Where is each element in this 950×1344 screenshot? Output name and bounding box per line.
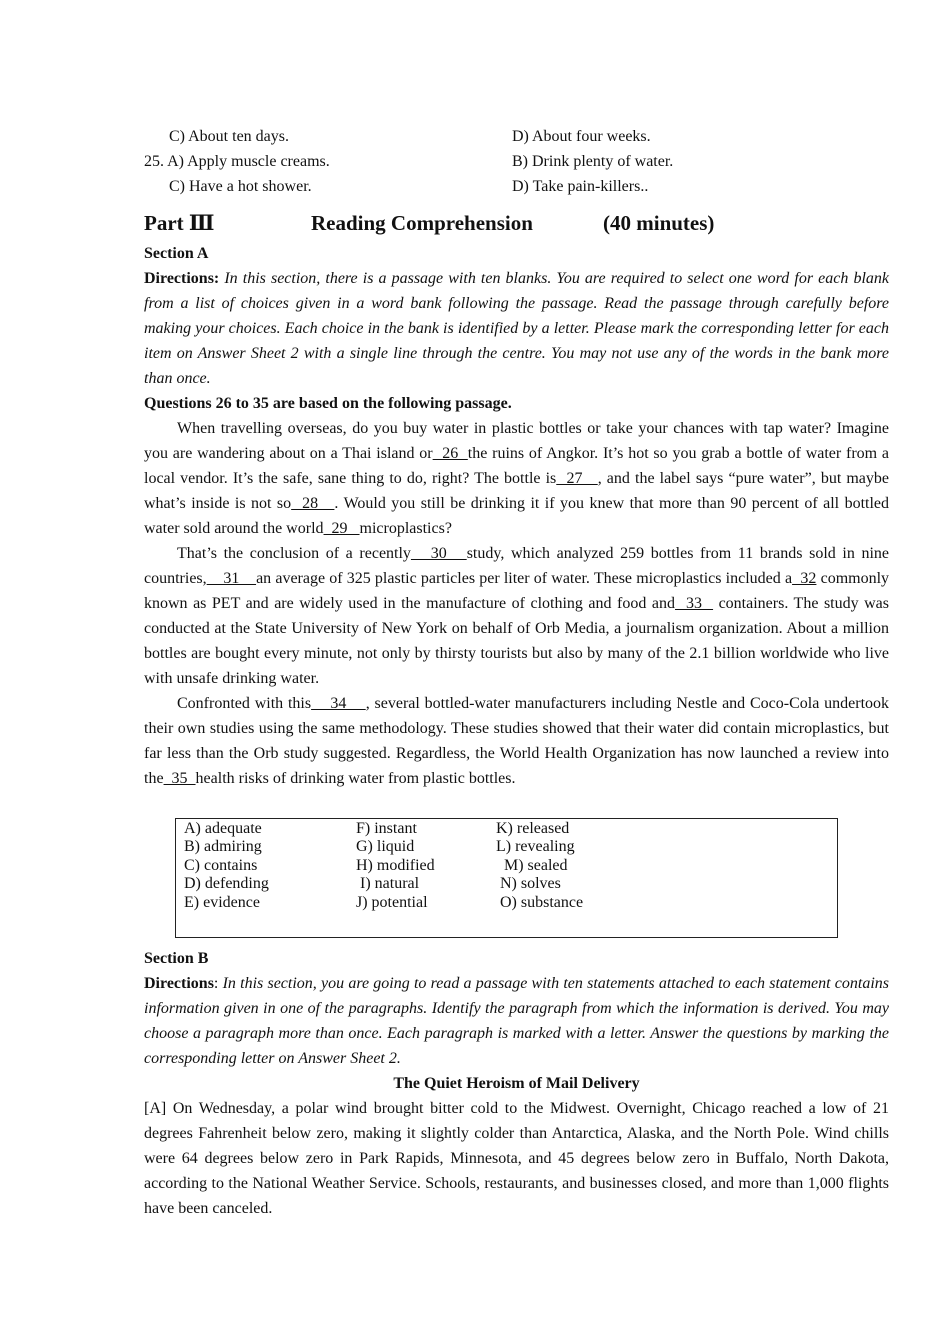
passage-text: microplastics? bbox=[359, 520, 452, 537]
exam-page bbox=[144, 124, 889, 791]
part-time: (40 minutes) bbox=[603, 211, 715, 235]
blank-27: 27 bbox=[556, 470, 598, 487]
q25-option-b: B) Drink plenty of water. bbox=[512, 153, 674, 170]
q24-option-d: D) About four weeks. bbox=[512, 128, 651, 145]
passage-paragraph-3 bbox=[144, 691, 889, 791]
passage-text: When travelling overseas, do you buy water in plastic bottles or take your chances with tap water? Imagine you are wandering about on a Thai island or bbox=[144, 420, 889, 462]
word-bank-item: D) defending bbox=[184, 875, 269, 893]
passage-paragraph-1 bbox=[144, 416, 889, 541]
q25-option-c: C) Have a hot shower. bbox=[169, 178, 312, 195]
directions-text: In this section, there is a passage with ten blanks. You are required to select one word for each blank from a list of choices given in a word bank following the passage. Read the passage through carefully before making your choices. Each choice in the bank is identified by a letter. Please mark the corresponding letter for each item on Answer Sheet 2 with a single line through the centre. You may not use any of the words in the bank more than once. bbox=[144, 270, 889, 387]
blank-34: 34 bbox=[311, 695, 366, 712]
part-heading bbox=[144, 205, 889, 241]
passage-title: The Quiet Heroism of Mail Delivery bbox=[393, 1075, 640, 1092]
passage-text: the ruins of Angkor. It’s hot so you grab a bottle of water from a local vendor. It’s the safe, sane thing to do, right? The bottle is bbox=[144, 445, 890, 487]
q24-options-row bbox=[144, 124, 889, 149]
passage-paragraph-2 bbox=[144, 541, 889, 691]
directions-label: Directions bbox=[144, 975, 214, 992]
q25-option-a: 25. A) Apply muscle creams. bbox=[144, 153, 330, 170]
blank-35: 35 bbox=[163, 770, 196, 787]
section-b-directions: Directions: In this section, you are going to read a passage with ten statements attached to each statement contains information given in one of the paragraphs. Identify the paragraph from which the information is derived. You may choose a paragraph more than once. Each paragraph is marked with a letter. Answer the questions by marking the corresponding letter on Answer Sheet 2. bbox=[144, 975, 890, 1067]
word-bank bbox=[175, 818, 838, 938]
blank-32: 32 bbox=[792, 570, 817, 587]
blank-30: 30 bbox=[410, 545, 467, 562]
blank-33: 33 bbox=[675, 595, 714, 612]
word-bank-column-3 bbox=[496, 820, 583, 912]
passage-text: containers. The study was conducted at the State University of New York on behalf of Orb Media, a journalism organization. About a million bottles are bought every minute, not only by thirsty tourists but also by many of the 2.1 billion worldwide who live with unsafe drinking water. bbox=[144, 595, 890, 687]
passage-text: study, which analyzed 259 bottles from 11 brands sold in nine countries, bbox=[144, 545, 890, 587]
q25-options-row-1 bbox=[144, 149, 889, 174]
word-bank-column-2 bbox=[356, 820, 435, 912]
word-bank-item: A) adequate bbox=[184, 820, 262, 837]
word-bank-item: J) potential bbox=[356, 893, 428, 911]
word-bank-item: H) modified bbox=[356, 856, 435, 874]
word-bank-item: I) natural bbox=[356, 875, 420, 893]
word-bank-column-1 bbox=[184, 820, 269, 912]
word-bank-item: G) liquid bbox=[356, 838, 415, 856]
passage-text: health risks of drinking water from plastic bottles. bbox=[195, 770, 516, 787]
blank-29: 29 bbox=[323, 520, 360, 537]
word-bank-item: O) substance bbox=[496, 893, 584, 911]
section-a-heading: Section A bbox=[144, 245, 209, 262]
passage-text: commonly known as PET and are widely used in the manufacture of clothing and food and bbox=[144, 570, 890, 612]
section-b bbox=[144, 946, 889, 1221]
q25-options-row-2 bbox=[144, 174, 889, 199]
section-a-directions bbox=[144, 266, 889, 391]
word-bank-item: B) admiring bbox=[184, 838, 262, 856]
section-b-heading: Section B bbox=[144, 950, 209, 967]
q25-option-d: D) Take pain-killers.. bbox=[512, 178, 649, 195]
passage-text: Confronted with this bbox=[177, 695, 312, 712]
directions-label: Directions: bbox=[144, 270, 220, 287]
part-title: Reading Comprehension bbox=[311, 211, 533, 235]
q24-option-c: C) About ten days. bbox=[169, 128, 289, 145]
word-bank-item: C) contains bbox=[184, 856, 258, 874]
word-bank-item: K) released bbox=[496, 820, 570, 837]
word-bank-item: M) sealed bbox=[496, 856, 568, 874]
passage-text: . Would you still be drinking it if you knew that more than 90 percent of all bottled water sold around the world bbox=[144, 495, 889, 537]
word-bank-item: N) solves bbox=[496, 875, 561, 893]
word-bank-item: F) instant bbox=[356, 820, 417, 837]
questions-intro: Questions 26 to 35 are based on the following passage. bbox=[144, 395, 512, 412]
blank-31: 31 bbox=[206, 570, 257, 587]
word-bank-item: L) revealing bbox=[496, 838, 575, 856]
paragraph-a: [A] On Wednesday, a polar wind brought bitter cold to the Midwest. Overnight, Chicago reached a low of 21 degrees Fahrenheit below zero, making it slightly colder than Antarctica, Alaska, and the North Pole. Wind chills were 64 degrees below zero in Park Rapids, Minnesota, and 45 degrees below zero in Buffalo, North Dakota, according to the National Weather Service. Schools, restaurants, and businesses closed, and more than 1,000 flights have been canceled. bbox=[144, 1100, 889, 1217]
passage-text: an average of 325 plastic particles per liter of water. These microplastics included a bbox=[256, 570, 793, 587]
passage-text: , several bottled-water manufacturers including Nestle and Coco-Cola undertook their own studies using the same methodology. These studies showed that their water did contain microplastics, but far less than the Orb study suggested. Regardless, the World Health Organization has now launched a review into the bbox=[144, 695, 890, 787]
part-label: Part Ⅲ bbox=[144, 211, 215, 235]
passage-text: , and the label says “pure water”, but maybe what’s inside is not so bbox=[144, 470, 889, 512]
passage-text: That’s the conclusion of a recently bbox=[177, 545, 411, 562]
blank-26: 26 bbox=[432, 445, 468, 462]
directions-text: In this section, you are going to read a passage with ten statements attached to each statement contains information given in one of the paragraphs. Identify the paragraph from which the information is derived. You may choose a paragraph more than once. Each paragraph is marked with a letter. Answer the questions by marking the corresponding letter on Answer Sheet 2. bbox=[144, 975, 890, 1067]
word-bank-item: E) evidence bbox=[184, 893, 260, 911]
blank-28: 28 bbox=[291, 495, 335, 512]
